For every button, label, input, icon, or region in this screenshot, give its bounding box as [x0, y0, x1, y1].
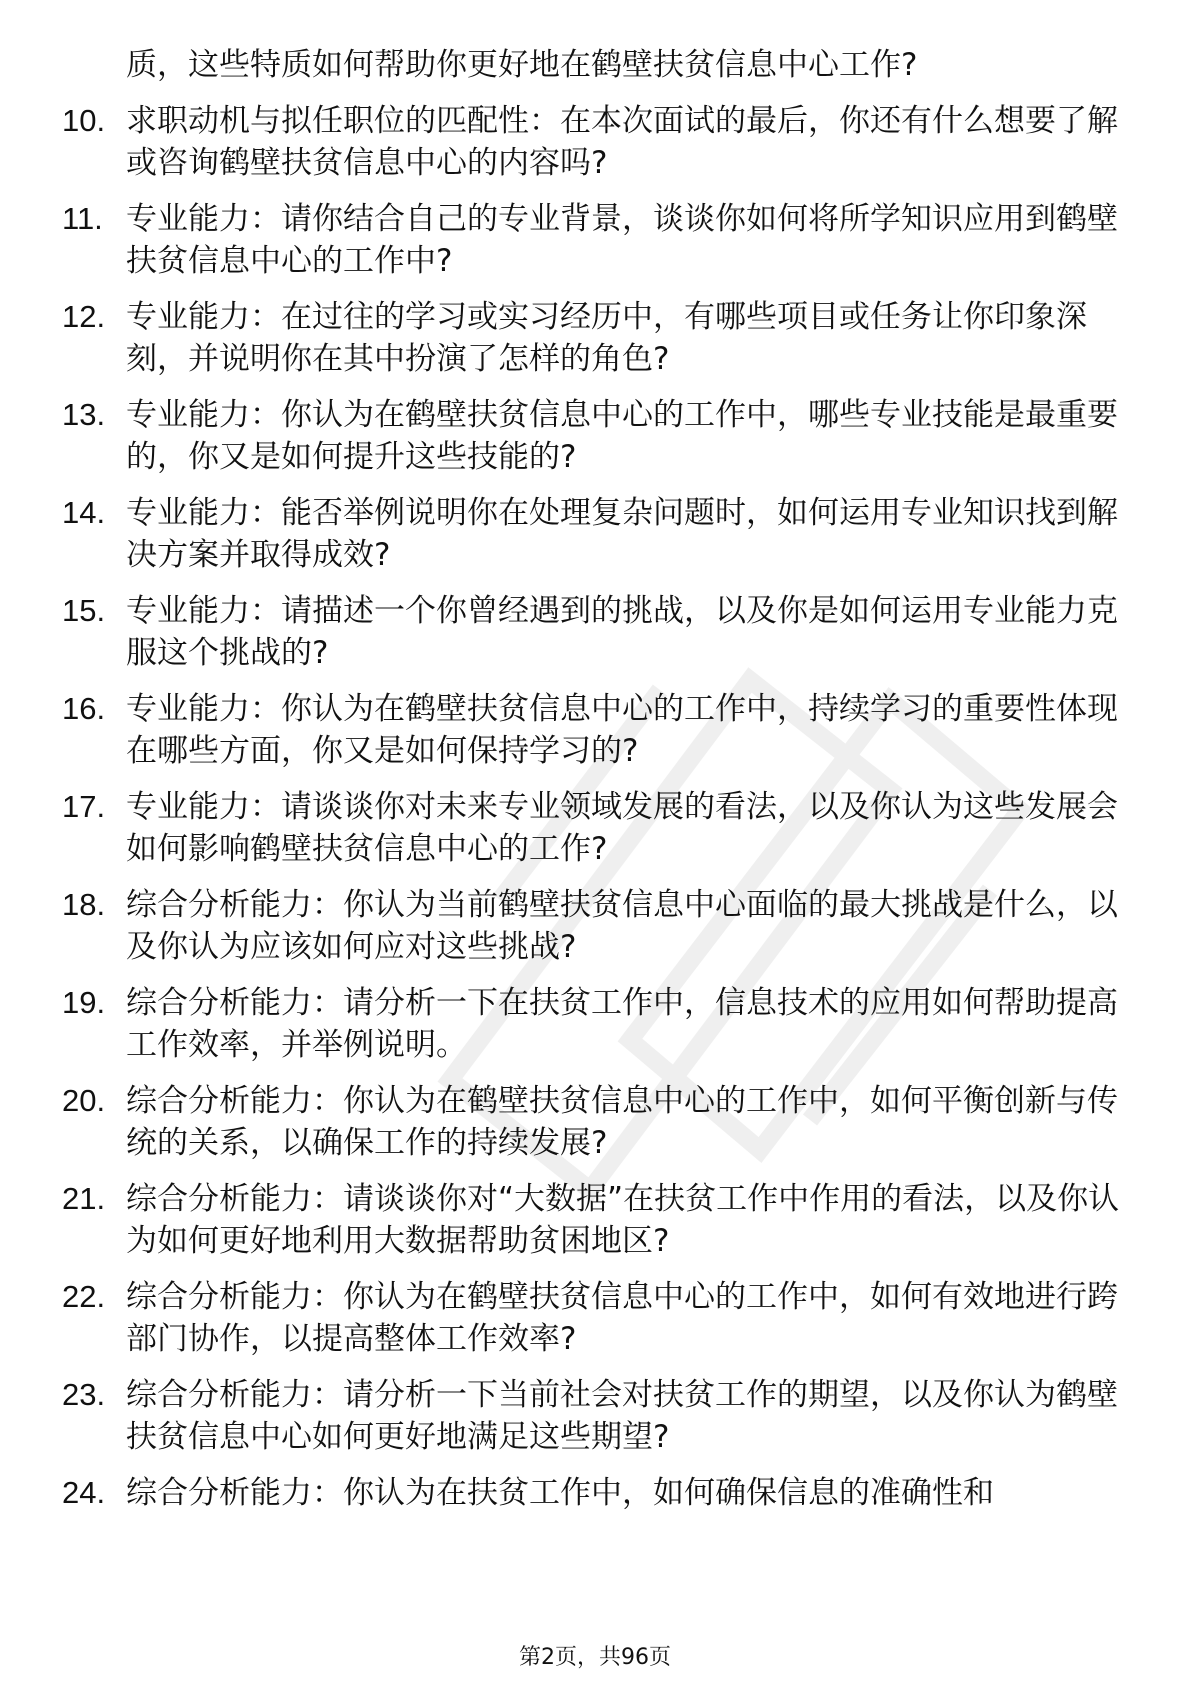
list-item — [62, 884, 1132, 968]
item-text: 专业能力：请谈谈你对未来专业领域发展的看法，以及你认为这些发展会如何影响鹤壁扶贫信息中心的工作? — [126, 789, 1118, 867]
list-item — [62, 394, 1132, 478]
item-text: 专业能力：你认为在鹤壁扶贫信息中心的工作中，哪些专业技能是最重要的，你又是如何提升这些技能的? — [126, 397, 1118, 475]
item-text: 综合分析能力：请分析一下当前社会对扶贫工作的期望，以及你认为鹤壁扶贫信息中心如何更好地满足这些期望? — [126, 1377, 1118, 1455]
item-text: 综合分析能力：你认为在鹤壁扶贫信息中心的工作中，如何有效地进行跨部门协作，以提高整体工作效率? — [126, 1279, 1118, 1357]
item-number: 13. — [62, 397, 106, 432]
list-item — [62, 590, 1132, 674]
item-number: 23. — [62, 1377, 106, 1412]
list-item — [62, 982, 1132, 1066]
item-text: 综合分析能力：你认为当前鹤壁扶贫信息中心面临的最大挑战是什么，以及你认为应该如何应对这些挑战? — [126, 887, 1118, 965]
question-list — [62, 100, 1132, 1514]
list-item — [62, 492, 1132, 576]
list-item — [62, 1178, 1132, 1262]
item-number: 17. — [62, 789, 106, 824]
item-text: 专业能力：在过往的学习或实习经历中，有哪些项目或任务让你印象深刻，并说明你在其中扮演了怎样的角色? — [126, 299, 1087, 377]
item-number: 24. — [62, 1475, 106, 1510]
item-text: 求职动机与拟任职位的匹配性：在本次面试的最后，你还有什么想要了解或咨询鹤壁扶贫信息中心的内容吗? — [126, 103, 1118, 181]
list-item — [62, 296, 1132, 380]
list-item — [62, 1276, 1132, 1360]
item-number: 18. — [62, 887, 106, 922]
item-number: 12. — [62, 299, 106, 334]
list-item — [62, 1374, 1132, 1458]
list-item — [62, 198, 1132, 282]
item-text: 专业能力：你认为在鹤壁扶贫信息中心的工作中，持续学习的重要性体现在哪些方面，你又是如何保持学习的? — [126, 691, 1118, 769]
list-item — [62, 688, 1132, 772]
item-number: 10. — [62, 103, 106, 138]
continuation-line: 质，这些特质如何帮助你更好地在鹤壁扶贫信息中心工作? — [126, 47, 918, 83]
item-text: 专业能力：请描述一个你曾经遇到的挑战，以及你是如何运用专业能力克服这个挑战的? — [126, 593, 1118, 671]
item-text: 综合分析能力：你认为在扶贫工作中，如何确保信息的准确性和 — [126, 1475, 994, 1511]
item-text: 综合分析能力：请谈谈你对“大数据”在扶贫工作中作用的看法，以及你认为如何更好地利用大数据帮助贫困地区? — [126, 1181, 1120, 1259]
item-number: 15. — [62, 593, 106, 628]
list-item — [62, 1080, 1132, 1164]
item-number: 11. — [62, 201, 103, 236]
page-footer: 第2页，共96页 — [519, 1645, 671, 1670]
document-body — [62, 44, 1132, 1528]
item-number: 14. — [62, 495, 106, 530]
item-text: 专业能力：能否举例说明你在处理复杂问题时，如何运用专业知识找到解决方案并取得成效? — [126, 495, 1118, 573]
item-number: 20. — [62, 1083, 106, 1118]
item-number: 19. — [62, 985, 106, 1020]
item-number: 22. — [62, 1279, 106, 1314]
item-number: 16. — [62, 691, 106, 726]
item-text: 专业能力：请你结合自己的专业背景，谈谈你如何将所学知识应用到鹤壁扶贫信息中心的工作中? — [126, 201, 1118, 279]
list-item — [62, 100, 1132, 184]
item-text: 综合分析能力：你认为在鹤壁扶贫信息中心的工作中，如何平衡创新与传统的关系，以确保工作的持续发展? — [126, 1083, 1118, 1161]
list-item — [62, 786, 1132, 870]
item-text: 综合分析能力：请分析一下在扶贫工作中，信息技术的应用如何帮助提高工作效率，并举例说明。 — [126, 985, 1118, 1063]
item-number: 21. — [62, 1181, 106, 1216]
list-item — [62, 1472, 1132, 1514]
